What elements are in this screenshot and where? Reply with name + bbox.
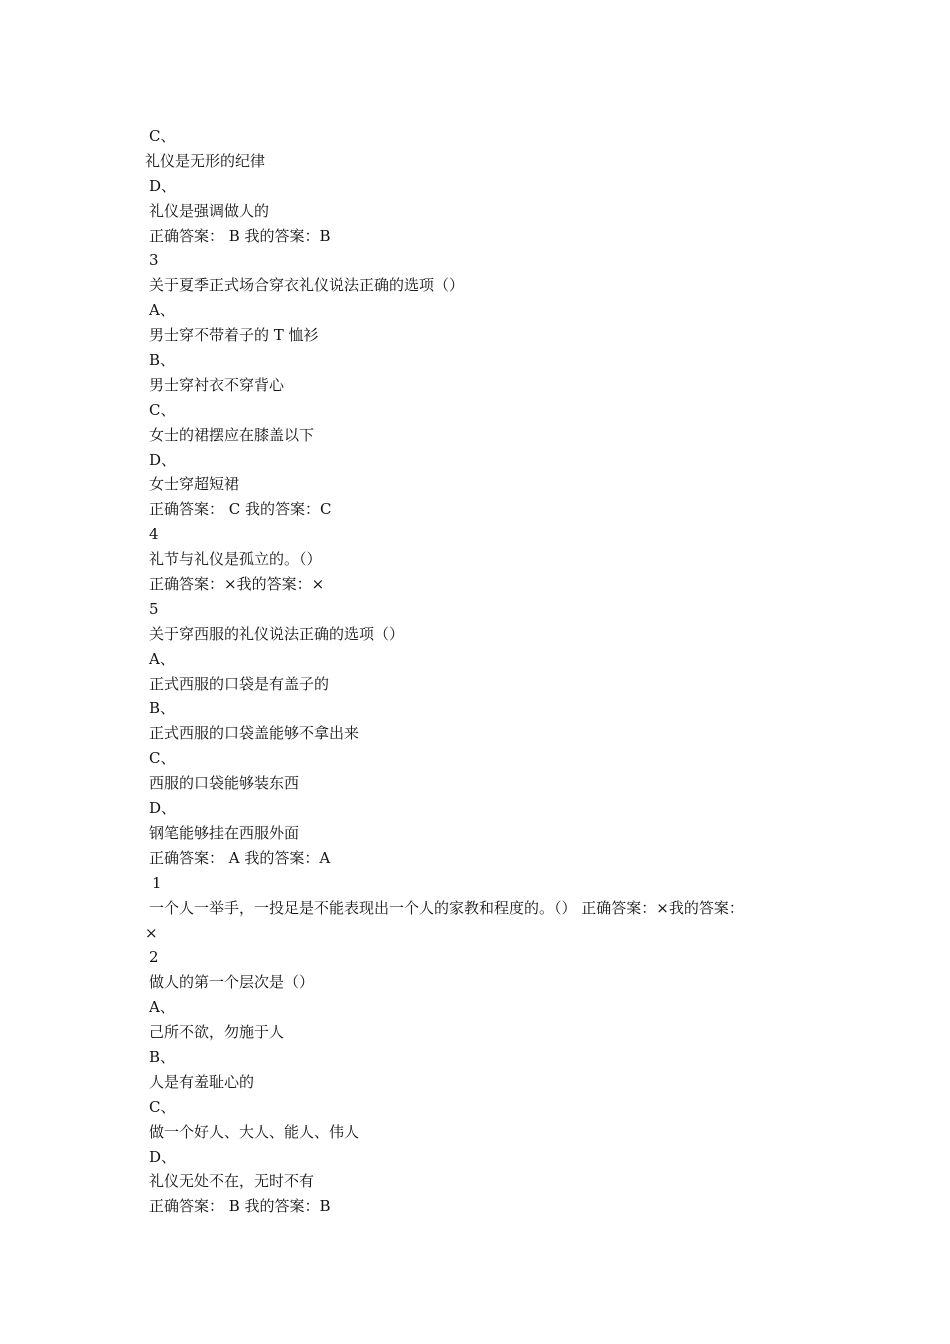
- line-option-text: 做一个好人、大人、能人、伟人: [149, 1122, 360, 1141]
- line-option-text: 女士穿超短裙: [149, 475, 240, 494]
- line-option: C、: [149, 400, 176, 419]
- line-number: 2: [149, 948, 159, 967]
- line-question: 做人的第一个层次是（）: [149, 973, 315, 992]
- line-option: D、: [149, 450, 177, 469]
- line-option: B、: [149, 1047, 176, 1066]
- question-block-a: [145, 124, 835, 896]
- line-option-text: 礼仪无处不在，无时不有: [149, 1172, 315, 1191]
- line-option-text: 人是有羞耻心的: [149, 1072, 255, 1091]
- line-option-text: 男士穿衬衣不穿背心: [149, 375, 285, 394]
- line-answer: 正确答案： B 我的答案：B: [149, 226, 331, 245]
- question-text-tail: ×: [145, 923, 158, 942]
- line-option: C、: [149, 749, 176, 768]
- line-question: 礼节与礼仪是孤立的。（）: [149, 550, 322, 569]
- line-option-text: 西服的口袋能够装东西: [149, 774, 300, 793]
- line-number: 3: [149, 251, 159, 270]
- question-text-main: 一个人一举手，一投足是不能表现出一个人的家教和程度的。（） 正确答案：×我的答案：: [149, 898, 744, 917]
- line-option-text: 女士的裙摆应在膝盖以下: [149, 425, 315, 444]
- line-number: 1: [152, 873, 162, 892]
- line-option-text: 钢笔能够挂在西服外面: [149, 823, 300, 842]
- line-option-text: 礼仪是无形的纪律: [145, 151, 266, 170]
- question-text-wrapped: [145, 896, 835, 946]
- line-number: 4: [149, 525, 159, 544]
- line-answer: 正确答案： A 我的答案：A: [149, 848, 331, 867]
- line-number: 5: [149, 599, 159, 618]
- line-option: A、: [149, 649, 175, 668]
- line-option: B、: [149, 699, 176, 718]
- line-answer: 正确答案： C 我的答案：C: [149, 500, 332, 519]
- line-answer: 正确答案：×我的答案：×: [149, 575, 325, 594]
- line-option: C、: [149, 127, 176, 145]
- document-page: [145, 124, 835, 1219]
- line-option-text: 正式西服的口袋盖能够不拿出来: [149, 724, 360, 743]
- line-option: C、: [149, 1097, 176, 1116]
- question-block-b: [145, 945, 835, 1219]
- line-option-text: 己所不欲，勿施于人: [149, 1023, 285, 1042]
- line-question: 关于穿西服的礼仪说法正确的选项（）: [149, 624, 405, 643]
- line-answer: 正确答案： B 我的答案：B: [149, 1197, 331, 1216]
- line-option: D、: [149, 176, 177, 195]
- line-option: D、: [149, 799, 177, 818]
- line-option-text: 正式西服的口袋是有盖子的: [149, 674, 330, 693]
- line-option: D、: [149, 1147, 177, 1166]
- line-option: B、: [149, 351, 176, 370]
- line-question: 关于夏季正式场合穿衣礼仪说法正确的选项（）: [149, 276, 465, 295]
- line-option-text: 男士穿不带着子的 T 恤衫: [149, 326, 319, 345]
- line-option-text: 礼仪是强调做人的: [149, 201, 270, 220]
- line-option: A、: [149, 998, 175, 1017]
- line-option: A、: [149, 301, 175, 320]
